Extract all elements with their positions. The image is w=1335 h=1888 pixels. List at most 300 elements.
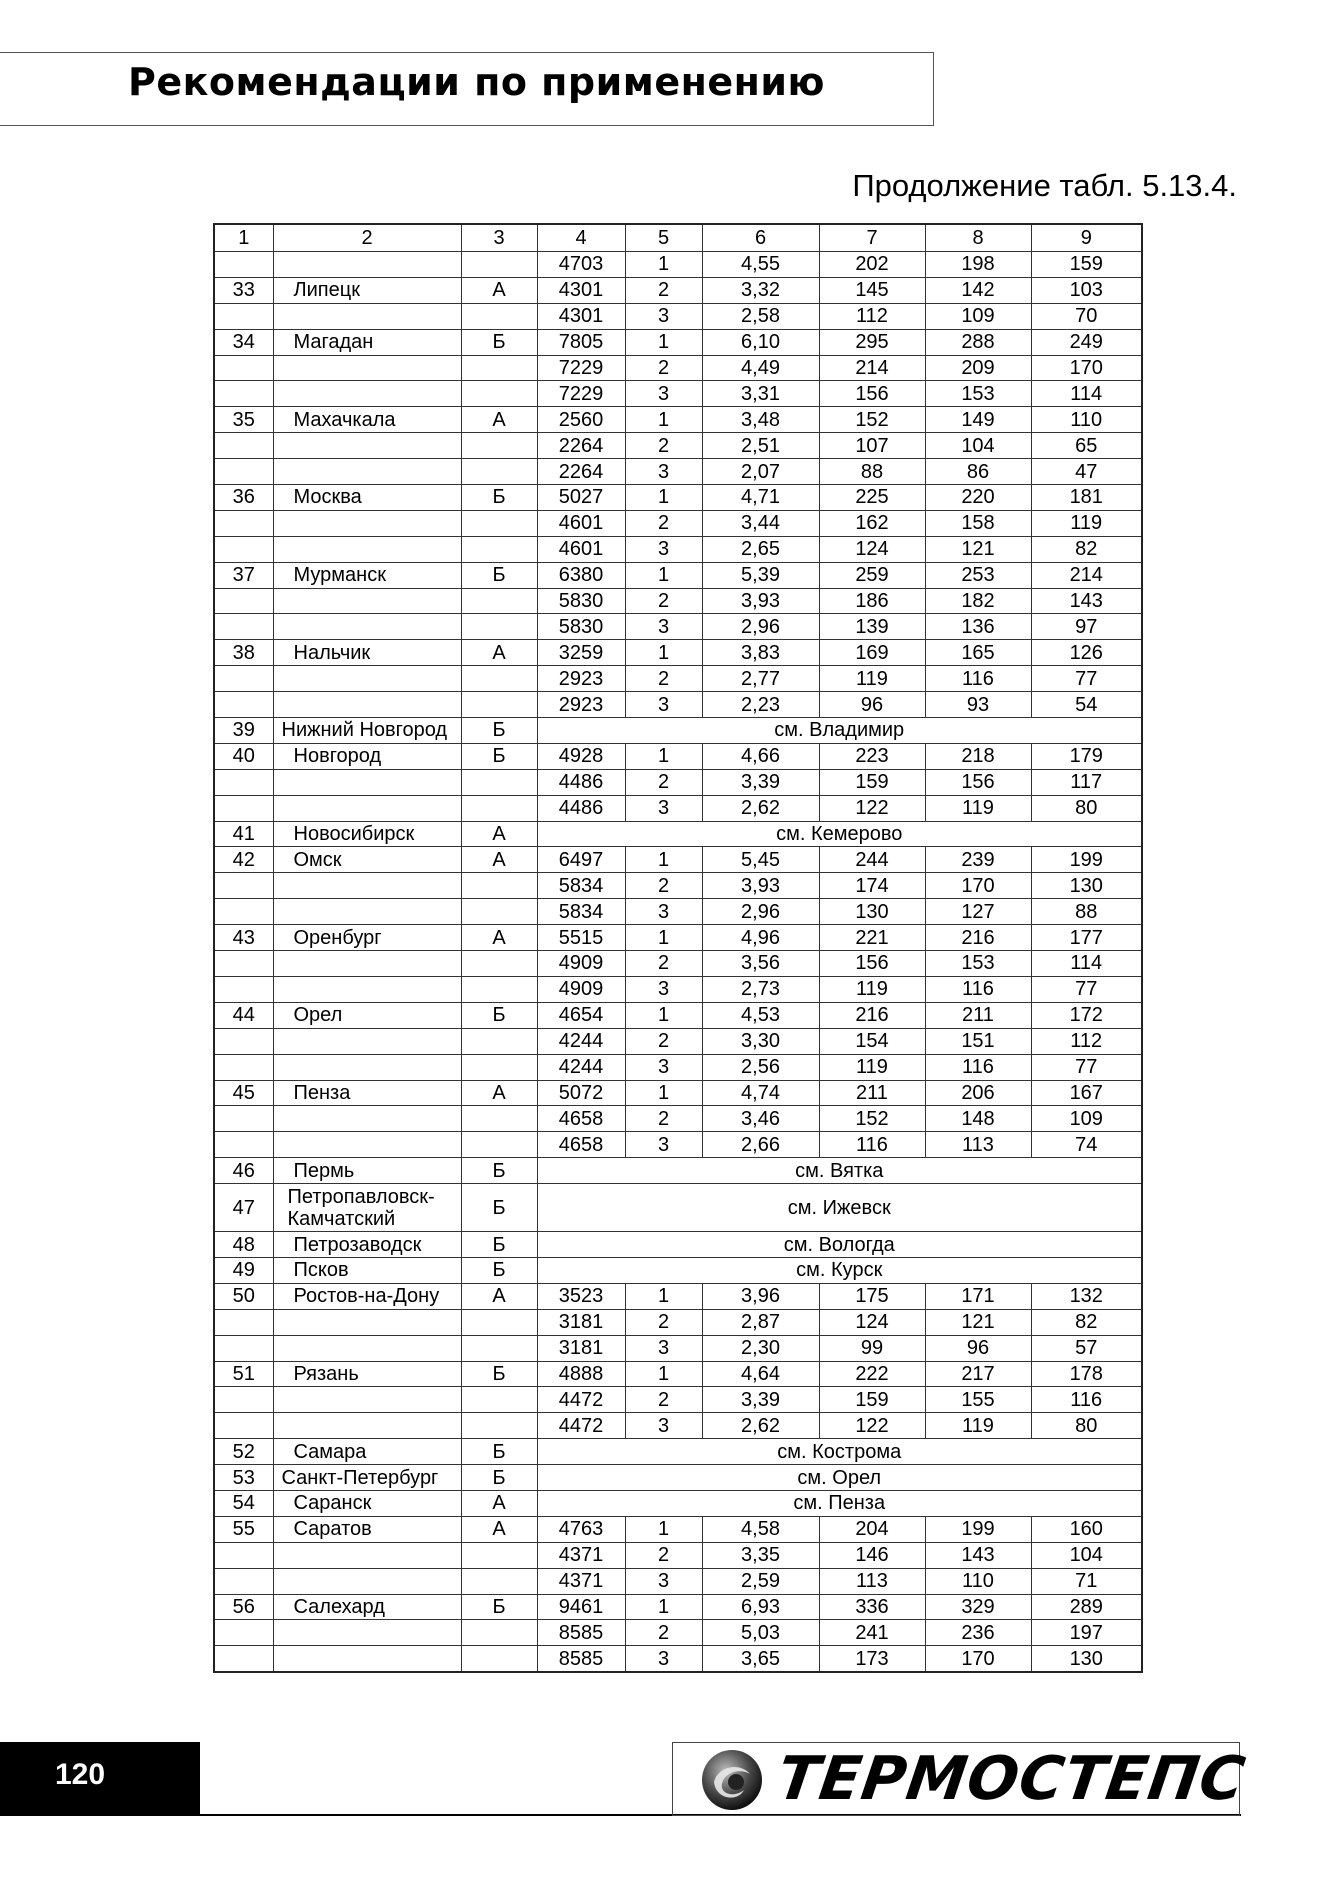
table-cell: 71 xyxy=(1031,1568,1142,1594)
table-cell: 3,56 xyxy=(702,951,819,977)
page-title: Рекомендации по применению xyxy=(128,60,825,104)
table-cell: 2,56 xyxy=(702,1054,819,1080)
table-row xyxy=(214,1413,1142,1439)
table-cell: 1 xyxy=(625,1516,702,1542)
row-number xyxy=(214,303,273,329)
table-cell: 158 xyxy=(925,510,1031,536)
table-cell xyxy=(461,692,537,718)
table-cell: 2 xyxy=(625,666,702,692)
table-cell: 121 xyxy=(925,536,1031,562)
table-cell: А xyxy=(461,1283,537,1309)
column-header: 9 xyxy=(1031,224,1142,252)
table-cell xyxy=(461,252,537,278)
table-row xyxy=(214,1257,1142,1283)
city-name: Самара xyxy=(273,1439,461,1465)
table-cell: 220 xyxy=(925,485,1031,511)
city-name: Ростов-на-Дону xyxy=(273,1283,461,1309)
table-cell: 117 xyxy=(1031,769,1142,795)
table-cell: Б xyxy=(461,329,537,355)
table-row xyxy=(214,614,1142,640)
city-name xyxy=(273,795,461,821)
city-name xyxy=(273,1054,461,1080)
row-number: 53 xyxy=(214,1465,273,1491)
city-name: Магадан xyxy=(273,329,461,355)
row-number xyxy=(214,1054,273,1080)
row-number xyxy=(214,355,273,381)
table-row xyxy=(214,640,1142,666)
city-name xyxy=(273,1646,461,1672)
table-cell: 116 xyxy=(925,976,1031,1002)
city-name xyxy=(273,1309,461,1335)
table-cell: 4486 xyxy=(537,795,625,821)
table-row xyxy=(214,536,1142,562)
table-cell: 2 xyxy=(625,1028,702,1054)
table-cell: 2,30 xyxy=(702,1335,819,1361)
table-cell xyxy=(461,976,537,1002)
row-number: 56 xyxy=(214,1594,273,1620)
table-body xyxy=(214,224,1142,1672)
table-cell: 119 xyxy=(925,795,1031,821)
table-cell: 4,71 xyxy=(702,485,819,511)
table-cell: 6497 xyxy=(537,847,625,873)
table-cell: 119 xyxy=(925,1413,1031,1439)
reference-cell: см. Вятка xyxy=(537,1158,1142,1184)
table-cell xyxy=(461,1335,537,1361)
table-cell: 4658 xyxy=(537,1132,625,1158)
table-cell: 5,03 xyxy=(702,1620,819,1646)
table-cell: 4601 xyxy=(537,510,625,536)
table-cell: 3 xyxy=(625,459,702,485)
row-number xyxy=(214,976,273,1002)
row-number: 48 xyxy=(214,1232,273,1258)
table-cell: 3,35 xyxy=(702,1542,819,1568)
table-cell: 143 xyxy=(925,1542,1031,1568)
table-cell: 80 xyxy=(1031,1413,1142,1439)
table-cell: 1 xyxy=(625,329,702,355)
table-cell: 8585 xyxy=(537,1620,625,1646)
table-row xyxy=(214,899,1142,925)
table-cell xyxy=(461,795,537,821)
table-cell: 3,32 xyxy=(702,277,819,303)
city-name: Псков xyxy=(273,1257,461,1283)
table-cell: 171 xyxy=(925,1283,1031,1309)
table-cell: 241 xyxy=(819,1620,925,1646)
table-cell: 1 xyxy=(625,562,702,588)
table-row xyxy=(214,1132,1142,1158)
table-cell: 2 xyxy=(625,951,702,977)
table-cell: 151 xyxy=(925,1028,1031,1054)
table-cell: 204 xyxy=(819,1516,925,1542)
city-name xyxy=(273,355,461,381)
table-cell: 4888 xyxy=(537,1361,625,1387)
table-row xyxy=(214,976,1142,1002)
column-header: 1 xyxy=(214,224,273,252)
termosteps-emblem-icon xyxy=(700,1748,764,1812)
table-cell: 3,39 xyxy=(702,769,819,795)
table-cell: 152 xyxy=(819,1106,925,1132)
table-row xyxy=(214,1568,1142,1594)
table-cell xyxy=(461,433,537,459)
table-cell: 159 xyxy=(819,769,925,795)
table-cell: 1 xyxy=(625,847,702,873)
table-cell xyxy=(461,769,537,795)
table-cell xyxy=(461,1413,537,1439)
zone-cell: Б xyxy=(461,1158,537,1184)
city-name xyxy=(273,692,461,718)
table-cell: 159 xyxy=(1031,252,1142,278)
table-cell: 155 xyxy=(925,1387,1031,1413)
table-row xyxy=(214,925,1142,951)
table-cell: 181 xyxy=(1031,485,1142,511)
city-name xyxy=(273,1568,461,1594)
table-cell: 2 xyxy=(625,1620,702,1646)
table-cell xyxy=(461,1646,537,1672)
table-cell: 2 xyxy=(625,1542,702,1568)
row-number: 36 xyxy=(214,485,273,511)
table-cell: 211 xyxy=(925,1002,1031,1028)
table-cell: 198 xyxy=(925,252,1031,278)
table-cell: 211 xyxy=(819,1080,925,1106)
table-row xyxy=(214,692,1142,718)
table-cell: 124 xyxy=(819,536,925,562)
table-cell: 3 xyxy=(625,1054,702,1080)
row-number xyxy=(214,1646,273,1672)
table-cell: Б xyxy=(461,562,537,588)
table-cell: 130 xyxy=(819,899,925,925)
table-row xyxy=(214,407,1142,433)
table-cell: 222 xyxy=(819,1361,925,1387)
table-cell: 2264 xyxy=(537,433,625,459)
row-number xyxy=(214,1620,273,1646)
table-cell: 80 xyxy=(1031,795,1142,821)
table-cell: 119 xyxy=(819,666,925,692)
table-cell: А xyxy=(461,277,537,303)
table-row xyxy=(214,873,1142,899)
table-cell: 5072 xyxy=(537,1080,625,1106)
table-cell: 329 xyxy=(925,1594,1031,1620)
table-cell: 4,66 xyxy=(702,743,819,769)
table-cell: 3181 xyxy=(537,1335,625,1361)
column-header: 8 xyxy=(925,224,1031,252)
table-cell: 202 xyxy=(819,252,925,278)
table-cell: 259 xyxy=(819,562,925,588)
table-cell: 3 xyxy=(625,1413,702,1439)
table-cell: 4,58 xyxy=(702,1516,819,1542)
reference-cell: см. Вологда xyxy=(537,1232,1142,1258)
row-number xyxy=(214,899,273,925)
table-row xyxy=(214,1620,1142,1646)
table-cell: 82 xyxy=(1031,1309,1142,1335)
table-cell: 3,65 xyxy=(702,1646,819,1672)
table-row xyxy=(214,1158,1142,1184)
table-row xyxy=(214,1516,1142,1542)
table-cell: 143 xyxy=(1031,588,1142,614)
table-cell: 3259 xyxy=(537,640,625,666)
table-cell xyxy=(461,899,537,925)
table-cell: 4,49 xyxy=(702,355,819,381)
table-cell: 225 xyxy=(819,485,925,511)
table-cell: 142 xyxy=(925,277,1031,303)
table-cell: Б xyxy=(461,1361,537,1387)
city-name xyxy=(273,303,461,329)
table-cell: 1 xyxy=(625,743,702,769)
table-cell: 5027 xyxy=(537,485,625,511)
table-cell: 77 xyxy=(1031,666,1142,692)
table-cell xyxy=(461,355,537,381)
table-cell: 3,83 xyxy=(702,640,819,666)
table-cell: 173 xyxy=(819,1646,925,1672)
table-cell: 172 xyxy=(1031,1002,1142,1028)
city-name xyxy=(273,1413,461,1439)
table-cell: 88 xyxy=(1031,899,1142,925)
table-cell: 1 xyxy=(625,1594,702,1620)
table-row xyxy=(214,381,1142,407)
table-cell: 170 xyxy=(925,873,1031,899)
table-cell: 174 xyxy=(819,873,925,899)
city-name: Оренбург xyxy=(273,925,461,951)
table-cell: 152 xyxy=(819,407,925,433)
table-cell: 104 xyxy=(1031,1542,1142,1568)
row-number: 33 xyxy=(214,277,273,303)
row-number xyxy=(214,1542,273,1568)
table-cell: 217 xyxy=(925,1361,1031,1387)
table-cell: 99 xyxy=(819,1335,925,1361)
city-name: Саранск xyxy=(273,1490,461,1516)
table-cell: 209 xyxy=(925,355,1031,381)
table-cell: 295 xyxy=(819,329,925,355)
table-cell: 124 xyxy=(819,1309,925,1335)
table-cell: А xyxy=(461,1080,537,1106)
table-row xyxy=(214,1387,1142,1413)
table-cell: 6,10 xyxy=(702,329,819,355)
table-cell: 82 xyxy=(1031,536,1142,562)
table-cell: 1 xyxy=(625,252,702,278)
table-cell xyxy=(461,1028,537,1054)
table-cell: 3 xyxy=(625,381,702,407)
table-cell: 130 xyxy=(1031,873,1142,899)
table-cell: 3 xyxy=(625,899,702,925)
table-cell xyxy=(461,951,537,977)
table-cell: 6,93 xyxy=(702,1594,819,1620)
table-cell: 116 xyxy=(819,1132,925,1158)
table-cell: 74 xyxy=(1031,1132,1142,1158)
table-cell: А xyxy=(461,640,537,666)
table-cell: 169 xyxy=(819,640,925,666)
reference-cell: см. Кемерово xyxy=(537,821,1142,847)
column-header: 5 xyxy=(625,224,702,252)
table-cell xyxy=(461,1132,537,1158)
table-cell: 107 xyxy=(819,433,925,459)
table-cell: 1 xyxy=(625,640,702,666)
table-row xyxy=(214,1002,1142,1028)
city-name: Пенза xyxy=(273,1080,461,1106)
table-cell: 5830 xyxy=(537,614,625,640)
city-name: Нижний Новгород xyxy=(273,718,461,744)
table-cell: 109 xyxy=(925,303,1031,329)
table-cell: 2 xyxy=(625,873,702,899)
table-cell: 122 xyxy=(819,795,925,821)
row-number: 42 xyxy=(214,847,273,873)
table-row xyxy=(214,485,1142,511)
row-number xyxy=(214,588,273,614)
zone-cell: Б xyxy=(461,718,537,744)
table-row xyxy=(214,847,1142,873)
row-number xyxy=(214,252,273,278)
table-cell: 2,23 xyxy=(702,692,819,718)
table-cell: 70 xyxy=(1031,303,1142,329)
table-row xyxy=(214,1309,1142,1335)
table-cell: 3 xyxy=(625,1132,702,1158)
table-row xyxy=(214,1465,1142,1491)
page-number: 120 xyxy=(55,1758,106,1791)
table-cell: 179 xyxy=(1031,743,1142,769)
table-cell: 4909 xyxy=(537,976,625,1002)
table-cell: 116 xyxy=(925,1054,1031,1080)
table-cell: 119 xyxy=(819,1054,925,1080)
table-cell: 3181 xyxy=(537,1309,625,1335)
table-cell: 96 xyxy=(925,1335,1031,1361)
table-cell: 4703 xyxy=(537,252,625,278)
table-cell: 159 xyxy=(819,1387,925,1413)
table-cell: 110 xyxy=(1031,407,1142,433)
table-cell: 4,55 xyxy=(702,252,819,278)
table-cell xyxy=(461,1106,537,1132)
table-row xyxy=(214,1594,1142,1620)
table-row xyxy=(214,1490,1142,1516)
table-cell: А xyxy=(461,407,537,433)
table-cell: 86 xyxy=(925,459,1031,485)
city-name xyxy=(273,1542,461,1568)
table-cell: 5834 xyxy=(537,873,625,899)
table-cell: 77 xyxy=(1031,1054,1142,1080)
table-cell: 153 xyxy=(925,951,1031,977)
table-cell xyxy=(461,1309,537,1335)
table-cell: 336 xyxy=(819,1594,925,1620)
table-cell: 2,66 xyxy=(702,1132,819,1158)
city-name xyxy=(273,1028,461,1054)
table-cell: 2,87 xyxy=(702,1309,819,1335)
table-cell xyxy=(461,1568,537,1594)
table-cell: 289 xyxy=(1031,1594,1142,1620)
city-name: Саратов xyxy=(273,1516,461,1542)
table-row xyxy=(214,510,1142,536)
table-cell: 57 xyxy=(1031,1335,1142,1361)
table-cell: 4,53 xyxy=(702,1002,819,1028)
table-cell: 121 xyxy=(925,1309,1031,1335)
city-name: Нальчик xyxy=(273,640,461,666)
table-cell: 2,73 xyxy=(702,976,819,1002)
table-cell: 216 xyxy=(819,1002,925,1028)
table-cell: 4654 xyxy=(537,1002,625,1028)
table-cell: 2,65 xyxy=(702,536,819,562)
table-cell: 3 xyxy=(625,536,702,562)
table-cell: 2 xyxy=(625,510,702,536)
row-number: 51 xyxy=(214,1361,273,1387)
table-cell: 199 xyxy=(925,1516,1031,1542)
zone-cell: Б xyxy=(461,1439,537,1465)
table-cell: 2,77 xyxy=(702,666,819,692)
table-cell: 153 xyxy=(925,381,1031,407)
table-cell xyxy=(461,1620,537,1646)
table-cell: 170 xyxy=(1031,355,1142,381)
table-cell: 2,62 xyxy=(702,795,819,821)
table-cell: 113 xyxy=(819,1568,925,1594)
table-cell: 136 xyxy=(925,614,1031,640)
table-row xyxy=(214,303,1142,329)
table-cell: 218 xyxy=(925,743,1031,769)
table-cell: 112 xyxy=(1031,1028,1142,1054)
table-cell: 146 xyxy=(819,1542,925,1568)
table-cell: 113 xyxy=(925,1132,1031,1158)
city-name xyxy=(273,1387,461,1413)
table-cell: 114 xyxy=(1031,381,1142,407)
reference-cell: см. Пенза xyxy=(537,1490,1142,1516)
city-name xyxy=(273,951,461,977)
table-cell: 2 xyxy=(625,1309,702,1335)
row-number: 47 xyxy=(214,1184,273,1232)
column-header: 3 xyxy=(461,224,537,252)
table-cell: 3 xyxy=(625,303,702,329)
table-cell: 170 xyxy=(925,1646,1031,1672)
table-cell: 3,48 xyxy=(702,407,819,433)
table-cell xyxy=(461,510,537,536)
table-cell: 103 xyxy=(1031,277,1142,303)
table-cell: 3523 xyxy=(537,1283,625,1309)
table-cell: 5830 xyxy=(537,588,625,614)
table-cell: 197 xyxy=(1031,1620,1142,1646)
table-cell: 3 xyxy=(625,614,702,640)
table-cell: 2923 xyxy=(537,692,625,718)
row-number: 35 xyxy=(214,407,273,433)
table-cell: 3 xyxy=(625,692,702,718)
city-name xyxy=(273,899,461,925)
row-number: 54 xyxy=(214,1490,273,1516)
table-cell: 3,44 xyxy=(702,510,819,536)
row-number xyxy=(214,1309,273,1335)
table-row xyxy=(214,459,1142,485)
table-cell: 97 xyxy=(1031,614,1142,640)
table-cell: 177 xyxy=(1031,925,1142,951)
zone-cell: А xyxy=(461,1490,537,1516)
table-cell: 54 xyxy=(1031,692,1142,718)
table-row xyxy=(214,1542,1142,1568)
table-row xyxy=(214,588,1142,614)
table-cell: 8585 xyxy=(537,1646,625,1672)
table-cell: 4763 xyxy=(537,1516,625,1542)
table-cell: 1 xyxy=(625,1283,702,1309)
row-number: 55 xyxy=(214,1516,273,1542)
row-number: 50 xyxy=(214,1283,273,1309)
table-cell: 175 xyxy=(819,1283,925,1309)
table-row xyxy=(214,277,1142,303)
table-cell: 126 xyxy=(1031,640,1142,666)
table-cell: 178 xyxy=(1031,1361,1142,1387)
table-cell: 2923 xyxy=(537,666,625,692)
city-name: Махачкала xyxy=(273,407,461,433)
table-cell: 3,93 xyxy=(702,873,819,899)
column-header: 7 xyxy=(819,224,925,252)
zone-cell: Б xyxy=(461,1257,537,1283)
table-cell: 2 xyxy=(625,588,702,614)
table-cell: 4928 xyxy=(537,743,625,769)
row-number xyxy=(214,1132,273,1158)
table-cell: 3,96 xyxy=(702,1283,819,1309)
table-cell: 244 xyxy=(819,847,925,873)
table-cell: 2,51 xyxy=(702,433,819,459)
table-cell: 206 xyxy=(925,1080,1031,1106)
table-cell: 2,58 xyxy=(702,303,819,329)
table-cell xyxy=(461,1387,537,1413)
